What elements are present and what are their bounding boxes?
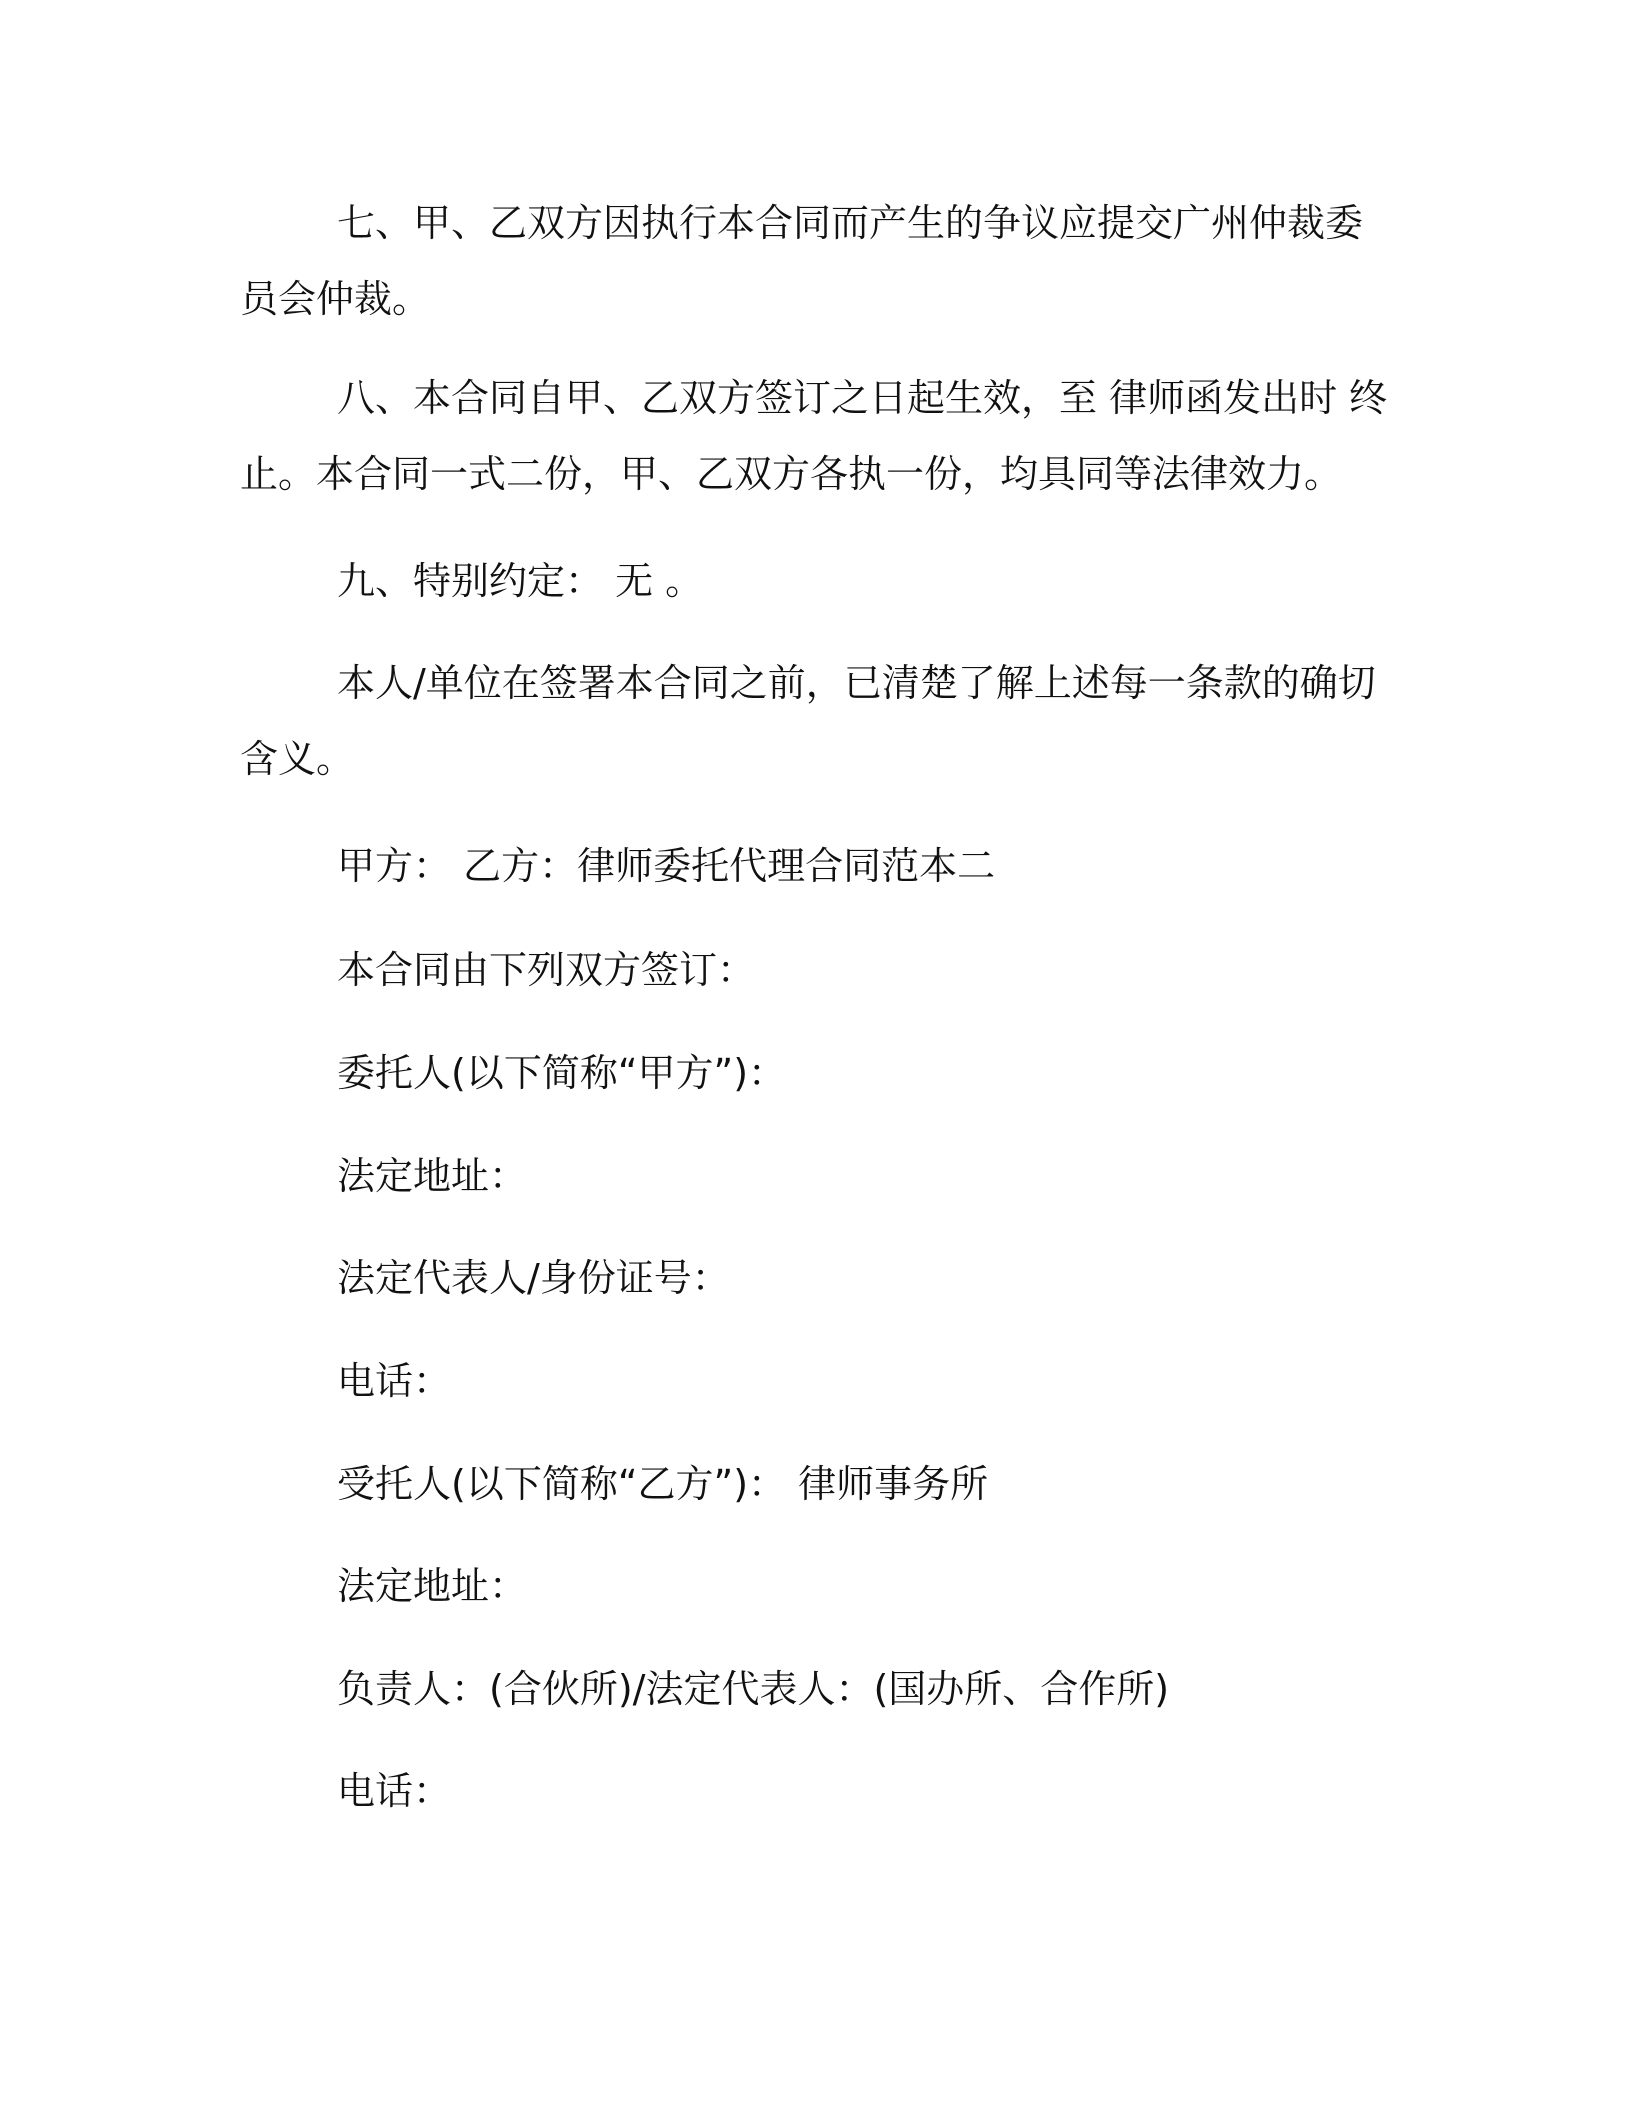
agent-legal-address: 法定地址：	[337, 1564, 528, 1608]
agent-law-firm-label: 受托人(以下简称“乙方”)： 律师事务所	[337, 1462, 989, 1506]
client-phone: 电话：	[337, 1359, 452, 1403]
agent-phone: 电话：	[337, 1769, 452, 1813]
client-legal-address: 法定地址：	[337, 1154, 528, 1198]
clause-7-arbitration: 七、甲、乙双方因执行本合同而产生的争议应提交广州仲裁委员会仲裁。	[240, 201, 1364, 321]
signature-line-parties: 甲方： 乙方：律师委托代理合同范本二	[337, 844, 996, 888]
clause-9-special-terms: 九、特别约定： 无 。	[337, 559, 704, 603]
acknowledgement-paragraph: 本人/单位在签署本合同之前，已清楚了解上述每一条款的确切含义。	[240, 661, 1376, 781]
agent-responsible-person: 负责人：(合伙所)/法定代表人：(国办所、合作所)	[337, 1667, 1170, 1711]
client-representative-id: 法定代表人/身份证号：	[337, 1256, 730, 1300]
clause-8-effective-term: 八、本合同自甲、乙双方签订之日起生效，至 律师函发出时 终止。本合同一式二份，甲、乙双方各执一份，均具同等法律效力。	[240, 376, 1388, 496]
client-label: 委托人(以下简称“甲方”)：	[337, 1051, 787, 1095]
contract-parties-intro: 本合同由下列双方签订：	[337, 948, 756, 992]
